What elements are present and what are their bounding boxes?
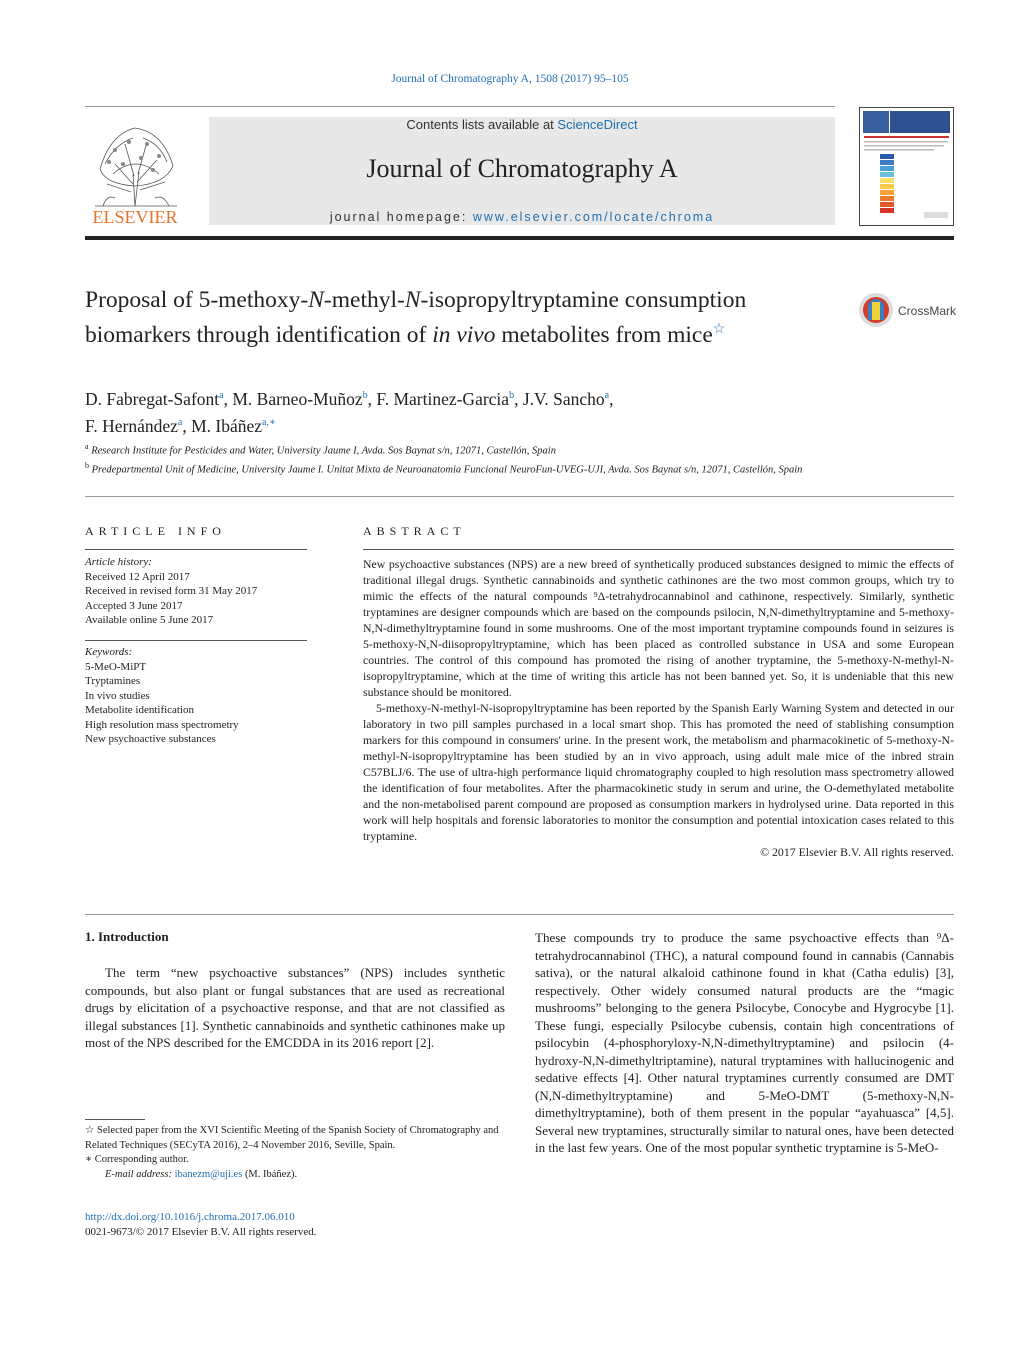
section-rule [85, 914, 954, 915]
affiliation-text: Predepartmental Unit of Medicine, University Jaume I. Unitat Mixta de Neuroanatomia Funcional NeuroFun-UVEG-UJI, Avda. Sos Baynat s/n, 12071, Castellón, Spain [91, 464, 803, 476]
abstract-paragraph: 5-methoxy-N-methyl-N-isopropyltryptamine has been reported by the Spanish Early Warning System and detected in our laboratory in two pill samples purchased in a local smart shop. This has promoted the need of stablishing consumption markers for this compound in consumers' urine. In the present work, the metabolism and pharmacokinetic of 5-methoxy-N-methyl-N-isopropyltryptamine has been studied by an in vivo approach, using adult male mice of the inbred strain C57BLJ/6. The use of ultra-high performance liquid chromatography coupled to high resolution mass spectrometry allowed the identification of four metabolites. After the pharmacokinetic study in serum and urine, the O-demethylated metabolite and the non-metabolised parent compound are proposed as consumption markers in hydrolysed urine. Data reported in this work will help hospitals and forensic laboratories to monitor the consumption and potential intoxication cases related to this tryptamine. [363, 701, 954, 843]
homepage-link[interactable]: www.elsevier.com/locate/chroma [472, 210, 715, 224]
top-rule [85, 106, 835, 107]
keyword-item: In vivo studies [85, 689, 150, 702]
title-italic: in vivo [432, 321, 496, 348]
article-history [85, 555, 307, 628]
keyword-item: New psychoactive substances [85, 733, 216, 745]
keywords-rule [85, 640, 307, 641]
introduction-left-column: The term “new psychoactive substances” (NPS) includes synthetic compounds, but also plant or fungal substances that are used as recreational drugs by elicitation of a psychoactive response, and that are not classified as illegal substances [1]. Synthetic cannabinoids and synthetic cathinones make up most of the NPS described for the EMCDDA in its 2016 report [2]. [85, 965, 505, 1050]
footnote-rule [85, 1119, 145, 1120]
keyword-item: Metabolite identification [85, 704, 195, 716]
author-separator: , [182, 415, 192, 436]
affiliation-mark: b [85, 461, 89, 470]
affiliation-mark: a [85, 442, 89, 451]
homepage-prefix: journal homepage: [329, 210, 473, 224]
section-rule [85, 496, 954, 497]
author-affiliation-mark[interactable]: a,∗ [262, 416, 276, 428]
journal-cover-thumbnail[interactable] [859, 107, 954, 226]
title-part: -isopropyltryptamine consumption biomarkers through identification of [85, 287, 747, 348]
elsevier-logo [85, 114, 185, 226]
author-affiliation-mark[interactable]: b [362, 390, 368, 401]
email-link[interactable]: ibanezm@uji.es [174, 1168, 243, 1180]
keyword-item: Tryptamines [85, 675, 141, 687]
title-footnote-star[interactable]: ☆ [712, 322, 726, 337]
contents-line [209, 117, 835, 132]
author-name: M. Barneo-Muñoz [232, 388, 363, 409]
sciencedirect-link[interactable]: ScienceDirect [557, 117, 638, 132]
author-name: F. Martinez-Garcia [376, 388, 510, 409]
affiliation-text: Research Institute for Pesticides and Water, University Jaume I, Avda. Sos Baynat s/n, 12071, Castellón, Spain [91, 445, 556, 457]
abstract-rule [363, 549, 954, 550]
author-affiliation-mark[interactable]: b [509, 390, 515, 401]
introduction-heading: 1. Introduction [85, 929, 169, 944]
title-part: -methyl- [323, 287, 405, 313]
history-item: Available online 5 June 2017 [85, 614, 214, 626]
crossmark-label: CrossMark [898, 304, 957, 318]
affiliation-b [85, 459, 825, 478]
article-title [85, 285, 845, 350]
journal-cover-icon [860, 108, 953, 225]
abstract-paragraph: New psychoactive substances (NPS) are a new breed of synthetically produced substances designed to mimic the effects of traditional illegal drugs. Synthetic cannabinoids and synthetic cathinones are the two most common groups, which try to mimic the effects of the natural compounds ⁹Δ-tetrahydrocannabinol and cathinone, respectively. Similarly, synthetic tryptamines are designer compounds which are based on the compounds psilocin, N,N-dimethyltryptamine and 5-methoxy-N,N-dimethyltryptamine found in some mushrooms. One of the most important tryptamine compounds found in seizures is 5-methoxy-N,N-diisopropyltryptamine, which has been placed as controlled substance in USA and some European countries. The control of this compound has promoted the rising of another tryptamine, the 5-methoxy-N-methyl-N-isopropyltryptamine, which at the time of writing this article has not been banned yet. So, it is undeniable that this new substance should be monitored. [363, 557, 954, 699]
title-italic: N [308, 287, 324, 313]
footnote-selected-paper: ☆ Selected paper from the XVI Scientific Meeting of the Spanish Society of Chromatography and Related Techniques (SECyTA 2016), 2–4 November 2016, Seville, Spain. [85, 1125, 499, 1151]
author-separator: , [609, 388, 614, 409]
keywords [85, 645, 307, 747]
affiliation-a [85, 440, 825, 459]
history-label: Article history: [85, 556, 152, 568]
journal-citation[interactable]: Journal of Chromatography A, 1508 (2017) 95–105 [391, 73, 629, 85]
elsevier-wordmark: ELSEVIER [92, 207, 178, 226]
keywords-label: Keywords: [85, 646, 133, 658]
email-suffix: (M. Ibáñez). [242, 1168, 298, 1180]
keyword-item: High resolution mass spectrometry [85, 718, 239, 731]
header-thick-rule [85, 236, 954, 240]
abstract-copyright: © 2017 Elsevier B.V. All rights reserved. [760, 845, 954, 859]
author-affiliation-mark[interactable]: a [604, 390, 610, 401]
footnotes [85, 1124, 505, 1182]
author-separator: , [514, 388, 523, 409]
author-affiliation-mark[interactable]: a [219, 390, 224, 401]
author-name: J.V. Sancho [522, 388, 605, 409]
author-separator: , [367, 388, 377, 409]
issn-line: 0021-9673/© 2017 Elsevier B.V. All rights reserved. [85, 1226, 317, 1238]
history-item: Accepted 3 June 2017 [85, 599, 183, 612]
abstract-heading: ABSTRACT [363, 524, 466, 538]
title-italic: N [404, 287, 421, 313]
author-affiliation-mark[interactable]: a [177, 416, 183, 428]
introduction-right-column: These compounds try to produce the same psychoactive effects than ⁹Δ-tetrahydrocannabinol (THC), a natural compound found in cannabis (Cannabis sativa), or the natural alkaloid cathinone found in khat (Catha edulis) [3], respectively. Other widely consumed natural products are the “magic mushrooms” belonging to the genera Psilocybe, Conocybe and Hygrocybe [1]. These fungi, especially Psilocybe cubensis, contain high concentrations of psilocybin (4-phosphoryloxy-N,N-dimethyltryptamine) and psilocin (4-hydroxy-N,N-dimethyltriptamine), natural tryptamines with hallucinogenic and sedative effects [4]. Other natural tryptamines currently consumed are DMT (N,N-dimethyltryptamine) and 5-MeO-DMT (5-methoxy-N,N-dimethyltryptamine), both of them present in the popular “ayahuasca” [4,5]. Several new tryptamines, structurally similar to natural ones, have been detected in the last few years. One of the most popular synthetic tryptamine is 5-MeO- [535, 930, 954, 1155]
footnote-email [85, 1168, 505, 1183]
author-list [85, 384, 785, 438]
author-name: D. Fabregat-Safont [85, 388, 220, 409]
history-item: Received 12 April 2017 [85, 570, 190, 583]
article-info-rule [85, 549, 307, 550]
doi-link[interactable]: http://dx.doi.org/10.1016/j.chroma.2017.06.010 [85, 1211, 295, 1223]
contents-prefix: Contents lists available at [406, 117, 558, 132]
elsevier-tree-icon [85, 114, 185, 226]
history-item: Received in revised form 31 May 2017 [85, 585, 258, 597]
author-separator: , [223, 388, 233, 409]
article-info-heading: ARTICLE INFO [85, 524, 226, 538]
crossmark-icon [858, 290, 958, 330]
affiliations [85, 440, 825, 478]
crossmark-badge[interactable] [858, 290, 958, 330]
author-name: F. Hernández [85, 415, 178, 436]
keyword-item: 5-MeO-MiPT [85, 660, 147, 673]
abstract-body [363, 556, 954, 860]
homepage-line [209, 210, 835, 224]
journal-name: Journal of Chromatography A [366, 154, 678, 183]
title-part: Proposal of 5-methoxy- [85, 287, 309, 313]
title-part: metabolites from mice [495, 321, 713, 348]
author-name: M. Ibáñez [191, 415, 263, 436]
email-label: E-mail address: [105, 1168, 175, 1180]
footnote-corresponding: ∗ Corresponding author. [85, 1154, 189, 1165]
